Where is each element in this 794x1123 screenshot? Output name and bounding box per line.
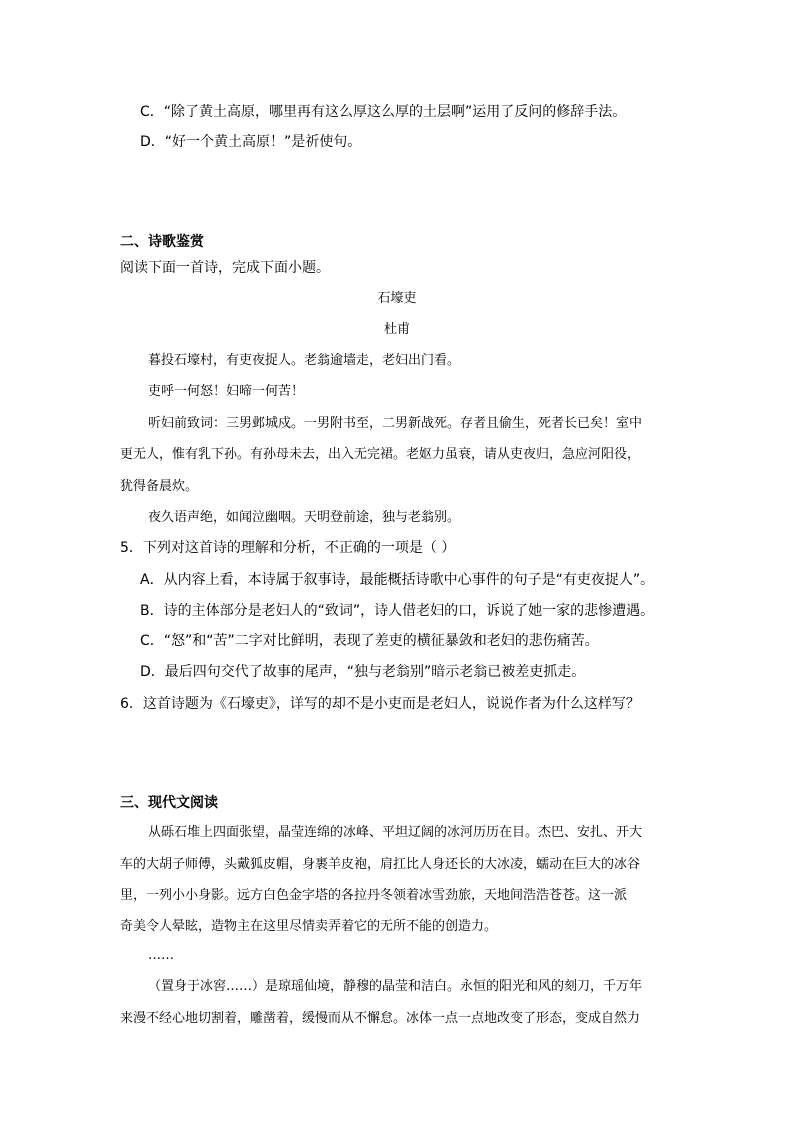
question-option-d: D．“好一个黄土高原！”是祈使句。: [140, 134, 362, 150]
question-5-option-a: A．从内容上看，本诗属于叙事诗，最能概括诗歌中心事件的句子是“有吏夜捉人”。: [140, 572, 655, 588]
question-5-option-b: B．诗的主体部分是老妇人的“致词”，诗人借老妇的口，诉说了她一家的悲惨遭遇。: [140, 603, 655, 619]
prose-line: 来漫不经心地切割着，雕凿着，缓慢而从不懈怠。冰体一点一点地改变了形态，变成自然力: [120, 1011, 641, 1026]
question-5-stem: 5．下列对这首诗的理解和分析，不正确的一项是（ ）: [120, 540, 456, 556]
poem-author: 杜甫: [383, 322, 410, 337]
question-option-c: C．“除了黄土高原，哪里再有这么厚这么厚的土层啊”运用了反问的修辞手法。: [140, 104, 627, 120]
poem-line: 吏呼一何怒！妇啼一何苦！: [148, 384, 305, 399]
prose-line: 奇美令人晕眩，造物主在这里尽情卖弄着它的无所不能的创造力。: [120, 919, 498, 934]
question-5-option-c: C．“怒”和“苦”二字对比鲜明，表现了差吏的横征暴敛和老妇的悲伤痛苦。: [140, 633, 599, 649]
poem-title: 石壕吏: [377, 291, 417, 306]
question-5-option-d: D．最后四句交代了故事的尾声，“独与老翁别”暗示老翁已被差吏抓走。: [140, 664, 586, 680]
poem-line: 犹得备晨炊。: [120, 479, 199, 494]
prose-line: 里，一列小小身影。远方白色金字塔的各拉丹冬领着冰雪劲旅，天地间浩浩苍苍。这一派: [120, 888, 628, 903]
question-6: 6．这首诗题为《石壕吏》，详写的却不是小吏而是老妇人，说说作者为什么这样写？: [120, 696, 640, 712]
poetry-instruction: 阅读下面一首诗，完成下面小题。: [120, 260, 330, 276]
section-heading-modern: 三、现代文阅读: [120, 795, 218, 811]
poem-line: 暮投石壕村，有吏夜捉人。老翁逾墙走，老妇出门看。: [148, 353, 461, 368]
prose-ellipsis: ……: [148, 948, 174, 963]
poem-line: 更无人，惟有乳下孙。有孙母未去，出入无完裙。老妪力虽衰，请从吏夜归，急应河阳役，: [120, 447, 641, 462]
section-heading-poetry: 二、诗歌鉴赏: [120, 234, 204, 250]
poem-line: 听妇前致词：三男邺城戍。一男附书至，二男新战死。存者且偷生，死者长已矣！室中: [148, 416, 643, 431]
prose-line: 从砾石堆上四面张望，晶莹连绵的冰峰、平坦辽阔的冰河历历在目。杰巴、安扎、开大: [148, 825, 643, 840]
poem-line: 夜久语声绝，如闻泣幽咽。天明登前途，独与老翁别。: [148, 510, 461, 525]
prose-line: （置身于冰窖……）是琼瑶仙境，静穆的晶莹和洁白。永恒的阳光和风的刻刀，千万年: [148, 979, 643, 994]
prose-line: 车的大胡子师傅，头戴狐皮帽，身裹羊皮袍，肩扛比人身还长的大冰凌，蠕动在巨大的冰谷: [120, 857, 641, 872]
